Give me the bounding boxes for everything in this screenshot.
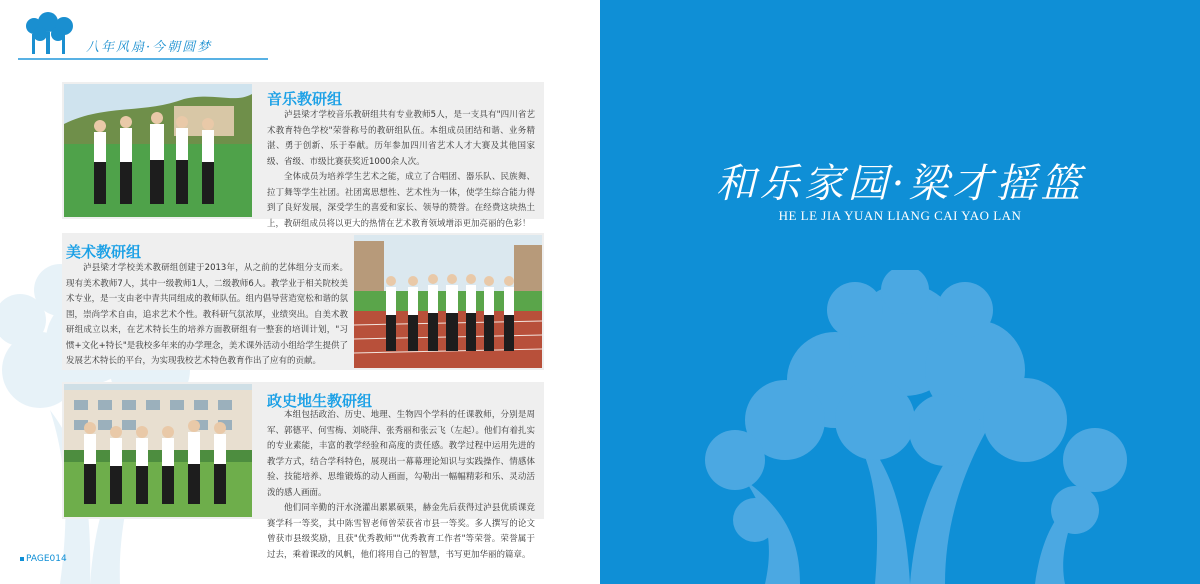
music-group-text [267,108,535,232]
music-paragraph: 泸县梁才学校音乐教研组共有专业教师5人，是一支具有"四川省艺术教育特色学校"荣誉称号的教研组队伍。本组成员团结和谐、业务精湛、勇于创新、乐于奉献。历年参加四川省艺术人才大赛及其他国家级、省级、市级比赛获奖近1000余人次。 [267,110,535,167]
art-group-panel [62,233,544,370]
social-science-group-panel [62,382,544,560]
social-science-group-photo [64,384,252,517]
right-page [600,0,1200,584]
tree-illustration-icon [705,270,1135,584]
bullet-icon [20,557,24,561]
header-divider [18,58,268,60]
music-group-panel [62,82,544,229]
social-science-group-text [267,408,535,563]
art-group-photo [354,235,542,368]
cover-title: 和乐家园·梁才摇篮 [715,161,1085,207]
art-group-text [66,261,348,370]
tree-logo-icon [18,12,80,56]
page-header-title: 八年风扇·今朝圆梦 [86,40,213,55]
social-science-group-title: 政史地生教研组 [267,392,373,410]
social-science-paragraph: 他们同辛勤的汗水浇灌出累累硕果，赫金先后获得过泸县优质课竞赛学科一等奖，其中陈雪智老师曾荣获省市县一等奖。多人撰写的论文曾获市县级奖励，且获"优秀教师""优秀教育工作者"等荣誉。荣誉属于过去，乘着课改的风帆，他们将用自己的智慧，书写更加华丽的篇章。 [267,503,535,560]
music-paragraph: 全体成员为培养学生艺术之能，成立了合唱团、器乐队、民族舞、拉丁舞等学生社团。社团寓思想性、艺术性为一体，使学生综合能力得到了良好发展，深受学生的喜爱和家长、领导的赞誉。在经费这块热土上，教研组成员将以更大的热情在艺术教育领域增添更加亮丽的色彩！ [267,172,535,229]
music-group-photo [64,84,252,217]
page-number [20,554,67,564]
social-science-paragraph: 本组包括政治、历史、地理、生物四个学科的任课教师，分别是周军、郭德平、何雪梅、刘晓萍、张秀丽和张云飞（左起）。他们有着扎实的专业素能，丰富的教学经验和高度的责任感。教学过程中运用先进的教学方式，结合学科特色，展现出一幕幕理论知识与实践操作、情感体验、技能培养、思维锻炼的动人画面，勾勒出一幅幅精彩和乐、灵动活泼的感人画面。 [267,410,535,498]
art-group-title: 美术教研组 [66,243,142,261]
music-group-title: 音乐教研组 [267,90,343,108]
art-paragraph: 泸县梁才学校美术教研组创建于2013年，从之前的艺体组分支而来。现有美术教师7人，其中一级教师1人，二级教师6人。教学业于相关院校美术专业，是一支由老中青共同组成的教师队伍。组内倡导营造宽松和谐的氛围，崇尚学术自由，追求艺术个性。教科研气氛浓厚，业绩突出。自美术教研组成立以来，在艺术特长生的培养方面教研组有一整套的培训计划，"习惯+文化+特长"是我校多年来的办学理念，美术课外活动小组给学生提供了发展艺术特长的平台，为实现我校艺术特色教育作出了应有的贡献。 [66,263,348,366]
cover-subtitle: HE LE JIA YUAN LIANG CAI YAO LAN [778,208,1022,223]
page-number-text: PAGE014 [26,554,67,564]
